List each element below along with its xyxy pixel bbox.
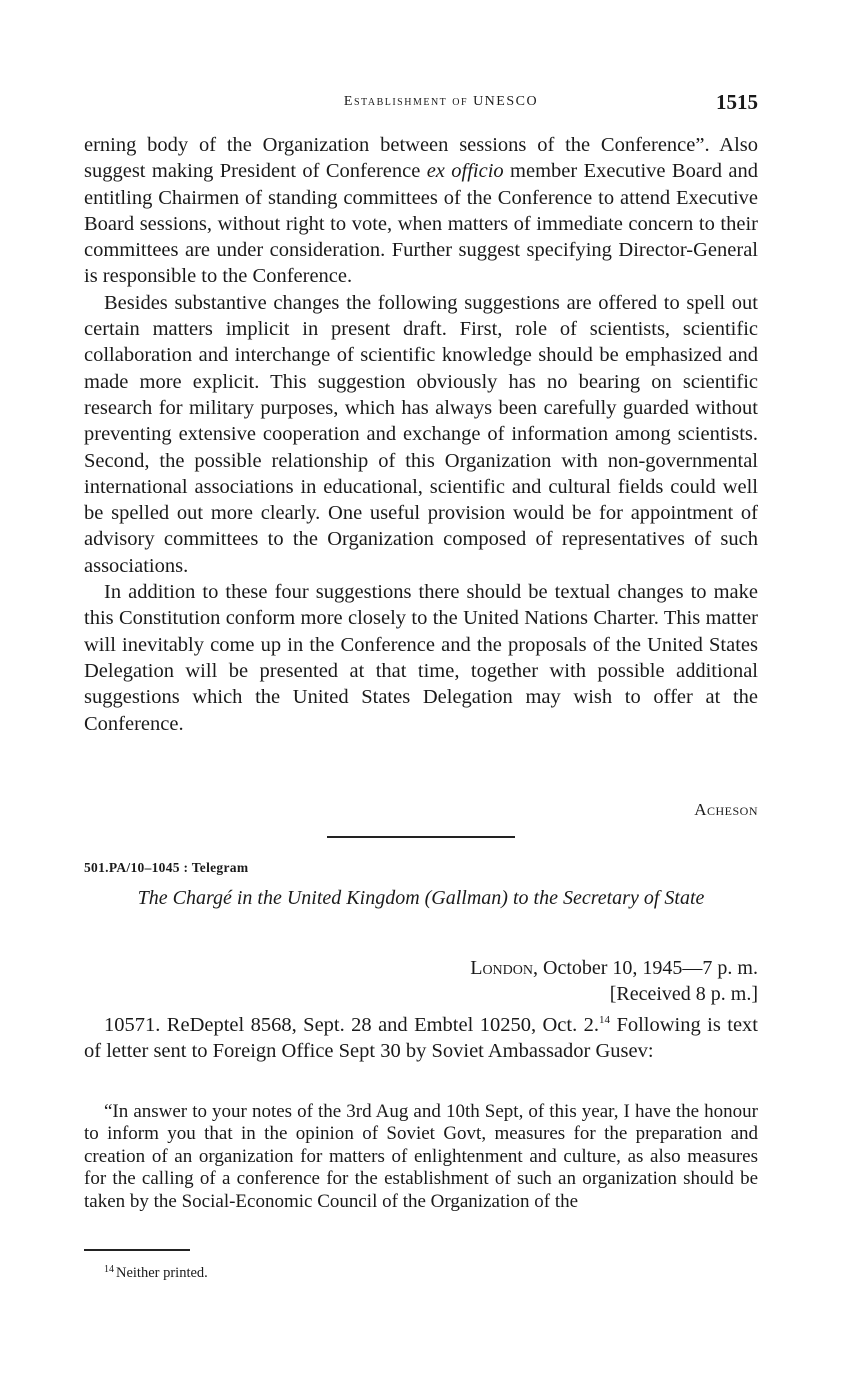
paragraph-3: In addition to these four suggestions there should be textual changes to make this Constitution conform more closely to the United Nations Charter. This matter will inevitably come up in the Conference and the proposals of the United States Delegation will be presented at that time, together with possible additional suggestions which the United States Delegation may wish to offer at the Conference.	[84, 581, 758, 735]
running-title-text: Establishment of UNESCO	[343, 94, 539, 109]
telegram-paragraph	[84, 1012, 758, 1065]
page-number: 1515	[716, 90, 758, 114]
running-head	[84, 90, 758, 120]
telegram-rest: Following is text of letter sent to Foreign Office Sept 30 by Soviet Ambassador Gusev:	[84, 1014, 758, 1063]
running-title	[84, 94, 758, 110]
paragraph-1-italic: ex officio	[426, 160, 504, 183]
dateline	[470, 955, 758, 1007]
paragraph-1-rest: member Executive Board and entitling Chairmen of standing committees of the Conference to attend Executive Board sessions, without right to vote, when matters of immediate concern to their committees are under consideration. Further suggest specifying Director-General is responsible to the Conference.	[84, 160, 758, 288]
document-title: The Chargé in the United Kingdom (Gallman) to the Secretary of State	[137, 887, 705, 909]
dateline-place-date	[470, 955, 758, 981]
dateline-place: London	[470, 957, 534, 979]
paragraph-2: Besides substantive changes the following suggestions are offered to spell out certain matters implicit in present draft. First, role of scientists, scientific collaboration and interchange of scientific knowledge should be emphasized and made more explicit. This suggestion obviously has no bearing on scientific research for military purposes, which has always been carefully guarded without preventing extensive cooperation and exchange of information among scientists. Second, the possible relationship of this Organization with non-governmental international associations in educational, scientific and cultural fields could well be spelled out more clearly. One useful provision would be for appointment of advisory committees to the Organization composed of representatives of such associations.	[84, 291, 758, 577]
footnote-reference: 14	[599, 1014, 611, 1026]
telegram-text	[84, 1012, 758, 1065]
footnote-text: Neither printed.	[116, 1265, 208, 1281]
file-reference: 501.PA/10–1045 : Telegram	[84, 860, 249, 875]
section-divider	[327, 836, 515, 838]
paragraph-1	[84, 132, 758, 290]
quoted-letter	[84, 1101, 758, 1213]
quoted-letter-text: “In answer to your notes of the 3rd Aug and 10th Sept, of this year, I have the honour to inform you that in the opinion of Soviet Govt, measures for the preparation and creation of an organization for matters of enlightenment and culture, as also measures for the calling of a conference for the establishment of such an organization should be taken by the Social-Economic Council of the Organization of the	[84, 1101, 758, 1212]
signature: Acheson	[694, 800, 758, 819]
body-text	[84, 132, 758, 737]
footnote	[104, 1264, 208, 1282]
dateline-date: , October 10, 1945—7 p. m.	[533, 957, 758, 979]
footnote-number: 14	[104, 1264, 114, 1275]
telegram-main: 10571. ReDeptel 8568, Sept. 28 and Embtel 10250, Oct. 2.	[104, 1014, 600, 1036]
received-note: [Received 8 p. m.]	[609, 983, 758, 1005]
footnote-divider	[84, 1249, 190, 1251]
paragraph-1-start: erning body of the Organization between sessions of the Conference”. Also suggest making President of Conference	[84, 134, 758, 183]
